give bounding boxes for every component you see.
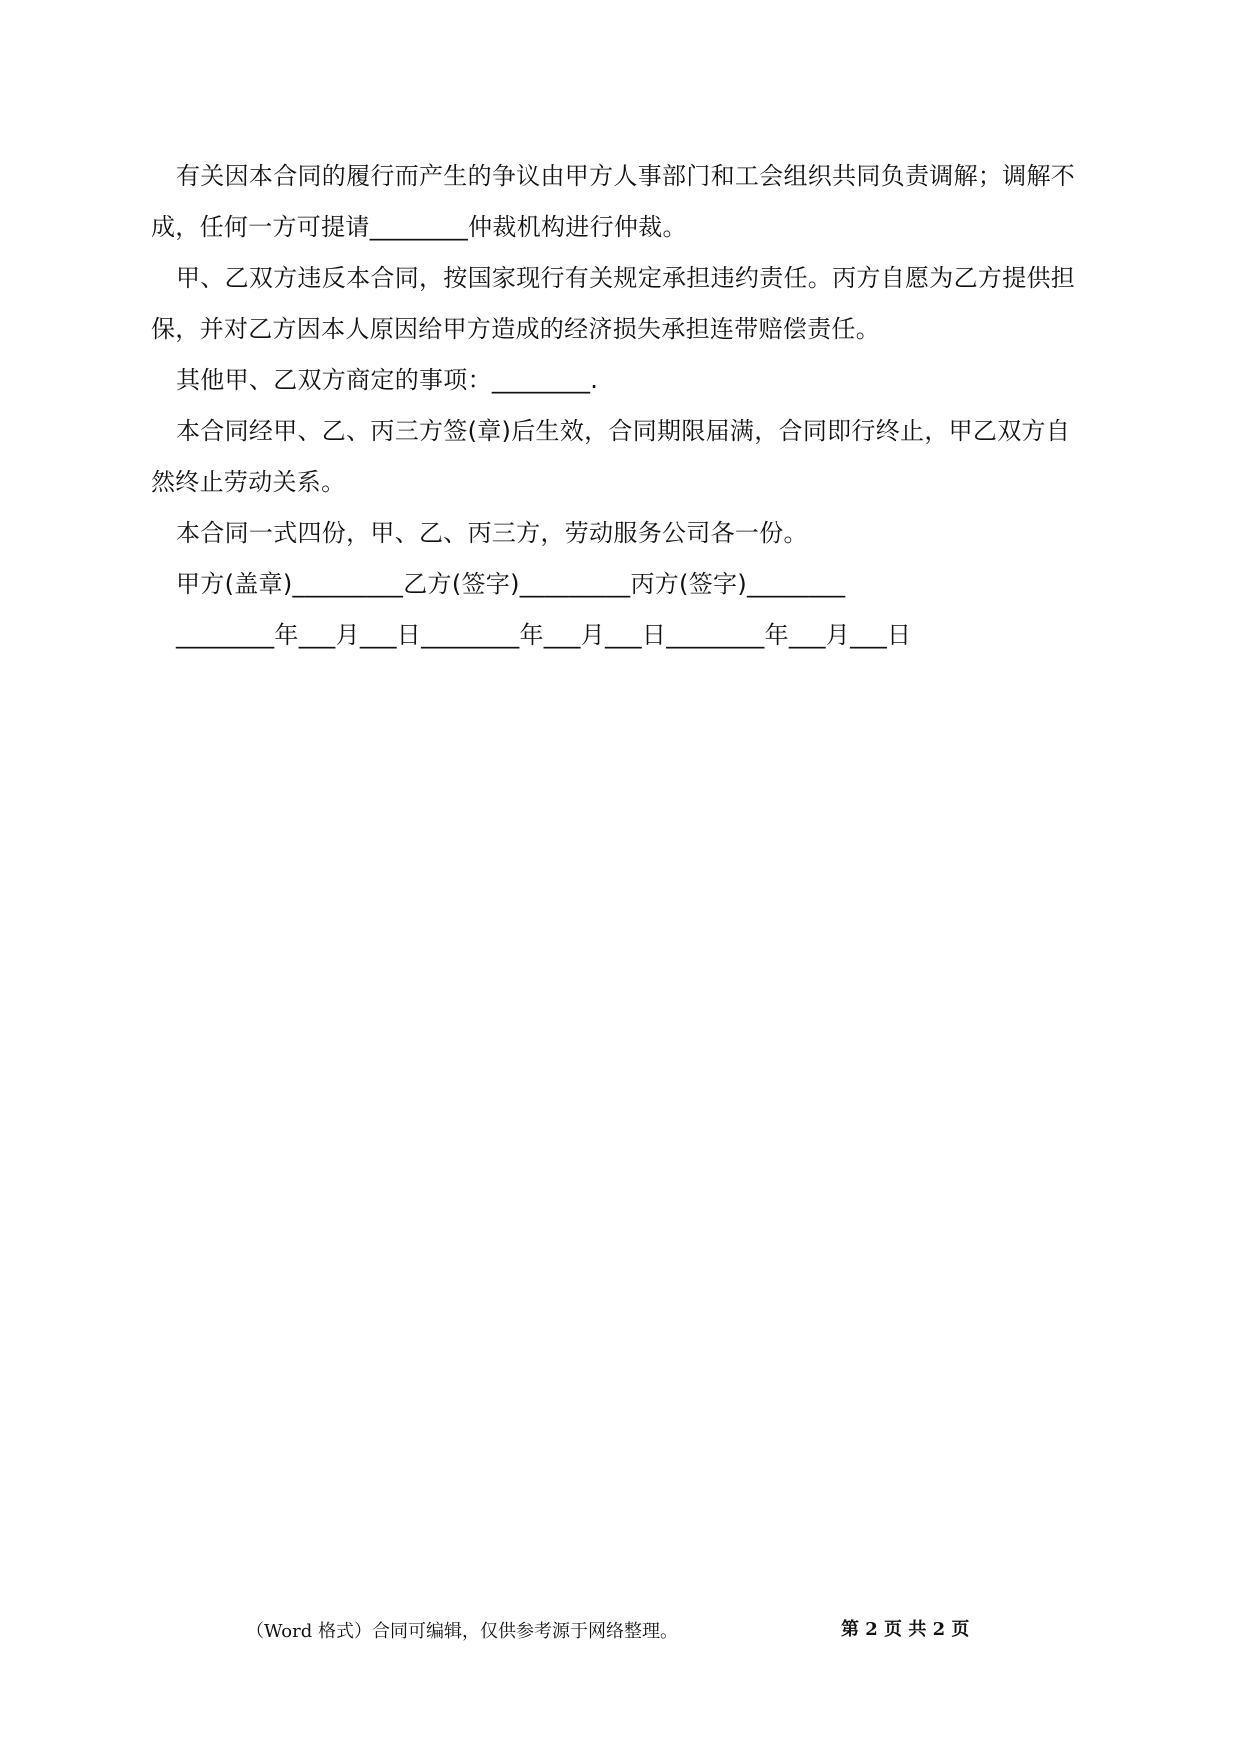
paragraph-other-matters: 其他甲、乙双方商定的事项：________. (176, 366, 599, 394)
document-body (151, 151, 1091, 661)
paragraph-copies: 本合同一式四份，甲、乙、丙三方，劳动服务公司各一份。 (176, 519, 808, 547)
signature-line: 甲方(盖章)_________乙方(签字)_________丙方(签字)________ (176, 570, 846, 598)
paragraph-effectiveness: 本合同经甲、乙、丙三方签(章)后生效，合同期限届满，合同即行终止，甲乙双方自然终止劳动关系。 (151, 417, 1071, 496)
paragraph-dispute-resolution: 有关因本合同的履行而产生的争议由甲方人事部门和工会组织共同负责调解；调解不成，任何一方可提请________仲裁机构进行仲裁。 (151, 162, 1076, 241)
footer-note: （Word 格式）合同可编辑，仅供参考源于网络整理。 (246, 1621, 678, 1642)
date-line: ________年___月___日________年___月___日________年___月___日 (176, 621, 912, 649)
paragraph-liability-guarantee: 甲、乙双方违反本合同，按国家现行有关规定承担违约责任。丙方自愿为乙方提供担保，并对乙方因本人原因给甲方造成的经济损失承担连带赔偿责任。 (151, 264, 1076, 343)
page-number: 第 2 页 共 2 页 (841, 1619, 970, 1640)
